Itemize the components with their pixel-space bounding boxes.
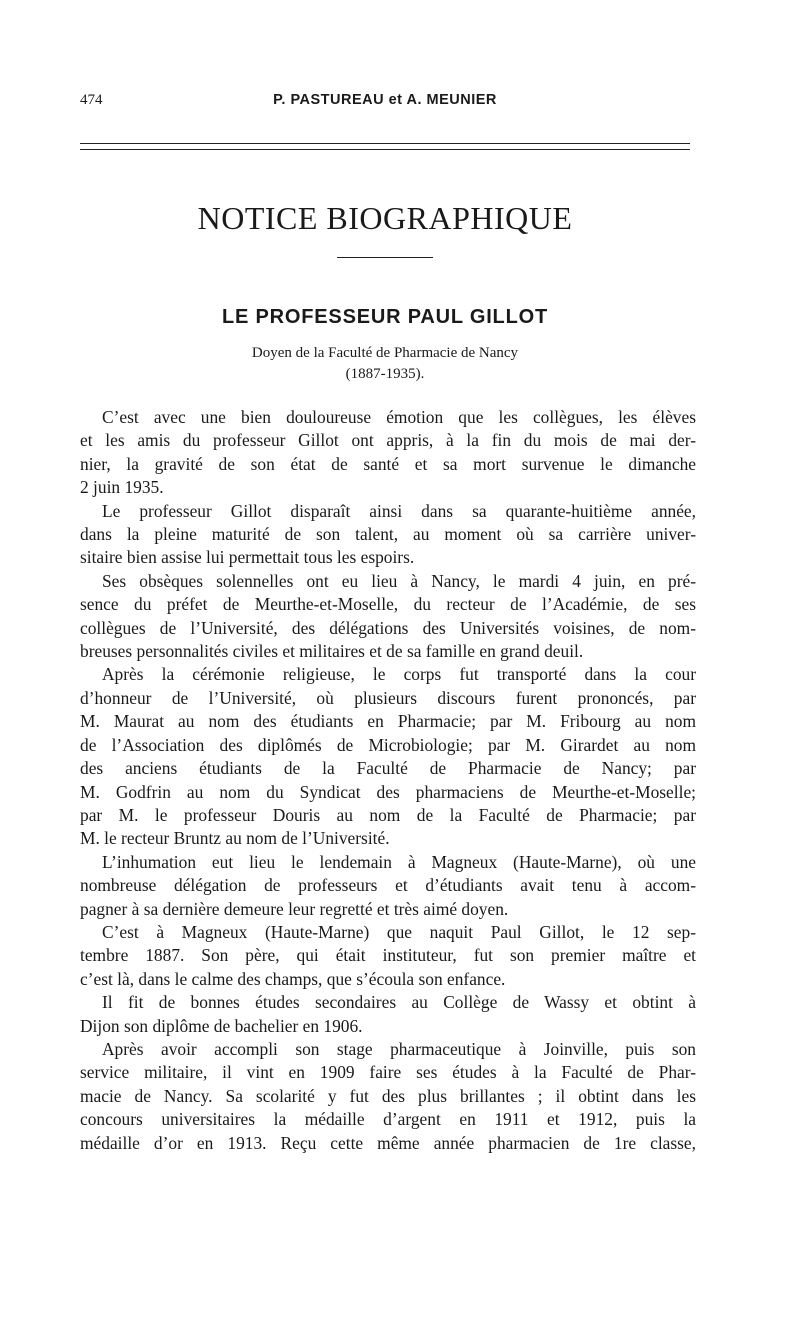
body-line: service militaire, il vint en 1909 faire ses études à la Faculté de Phar-	[80, 1062, 696, 1083]
running-head: P. PASTUREAU et A. MEUNIER	[273, 92, 497, 108]
role-line-1: Doyen de la Faculté de Pharmacie de Nancy	[251, 345, 519, 361]
body-line: nombreuse délégation de professeurs et d’étudiants avait tenu à accom-	[80, 875, 696, 896]
body-line: concours universitaires la médaille d’argent en 1911 et 1912, puis la	[80, 1109, 696, 1130]
body-line: et les amis du professeur Gillot ont appris, à la fin du mois de mai der-	[80, 430, 696, 451]
body-line: Dijon son diplôme de bachelier en 1906.	[80, 1015, 363, 1036]
body-line: pagner à sa dernière demeure leur regretté et très aimé doyen.	[80, 898, 509, 919]
body-line: M. le recteur Bruntz au nom de l’Université.	[80, 828, 390, 849]
body-line: Après la cérémonie religieuse, le corps fut transporté dans la cour	[102, 664, 696, 685]
body-line: d’honneur de l’Université, où plusieurs discours furent prononcés, par	[80, 687, 696, 708]
body-line: des anciens étudiants de la Faculté de Pharmacie de Nancy; par	[80, 758, 696, 779]
article-subtitle: LE PROFESSEUR PAUL GILLOT	[222, 306, 548, 328]
body-line: macie de Nancy. Sa scolarité y fut des plus brillantes ; il obtint dans les	[80, 1085, 696, 1106]
body-line: médaille d’or en 1913. Reçu cette même année pharmacien de 1re classe,	[80, 1132, 696, 1153]
body-line: Il fit de bonnes études secondaires au Collège de Wassy et obtint à	[102, 992, 696, 1013]
body-line: Après avoir accompli son stage pharmaceutique à Joinville, puis son	[102, 1038, 696, 1059]
body-line: sence du préfet de Meurthe-et-Moselle, du recteur de l’Académie, de ses	[80, 594, 696, 615]
body-line: M. Godfrin au nom du Syndicat des pharmaciens de Meurthe-et-Moselle;	[80, 781, 696, 802]
body-line: Le professeur Gillot disparaît ainsi dans sa quarante-huitième année,	[102, 500, 696, 521]
page-header	[80, 92, 690, 116]
body-text	[80, 406, 696, 1155]
header-rule-bottom	[80, 149, 690, 150]
body-line: par M. le professeur Douris au nom de la Faculté de Pharmacie; par	[80, 804, 696, 825]
body-line: dans la pleine maturité de son talent, au moment où sa carrière univer-	[80, 524, 696, 545]
body-line: breuses personnalités civiles et militaires et de sa famille en grand deuil.	[80, 641, 584, 662]
page-number: 474	[80, 92, 103, 108]
body-line: tembre 1887. Son père, qui était instituteur, fut son premier maître et	[80, 945, 696, 966]
body-line: nier, la gravité de son état de santé et sa mort survenue le dimanche	[80, 453, 696, 474]
body-line: C’est à Magneux (Haute-Marne) que naquit Paul Gillot, le 12 sep-	[102, 921, 696, 942]
body-line: Ses obsèques solennelles ont eu lieu à Nancy, le mardi 4 juin, en pré-	[102, 570, 696, 591]
header-rule-top	[80, 143, 690, 144]
subject-role	[80, 343, 690, 385]
body-line: collègues de l’Université, des délégations des Universités voisines, de nom-	[80, 617, 696, 638]
body-line: 2 juin 1935.	[80, 477, 164, 498]
section-title: NOTICE BIOGRAPHIQUE	[197, 200, 573, 236]
body-line: M. Maurat au nom des étudiants en Pharmacie; par M. Fribourg au nom	[80, 711, 696, 732]
body-line: sitaire bien assise lui permettait tous les espoirs.	[80, 547, 415, 568]
role-line-2: (1887-1935).	[345, 366, 425, 382]
body-line: L’inhumation eut lieu le lendemain à Magneux (Haute-Marne), où une	[102, 851, 696, 872]
body-line: c’est là, dans le calme des champs, que s’écoula son enfance.	[80, 968, 506, 989]
title-underline	[337, 257, 433, 258]
body-line: C’est avec une bien douloureuse émotion que les collègues, les élèves	[102, 407, 696, 427]
body-line: de l’Association des diplômés de Microbiologie; par M. Girardet au nom	[80, 734, 696, 755]
